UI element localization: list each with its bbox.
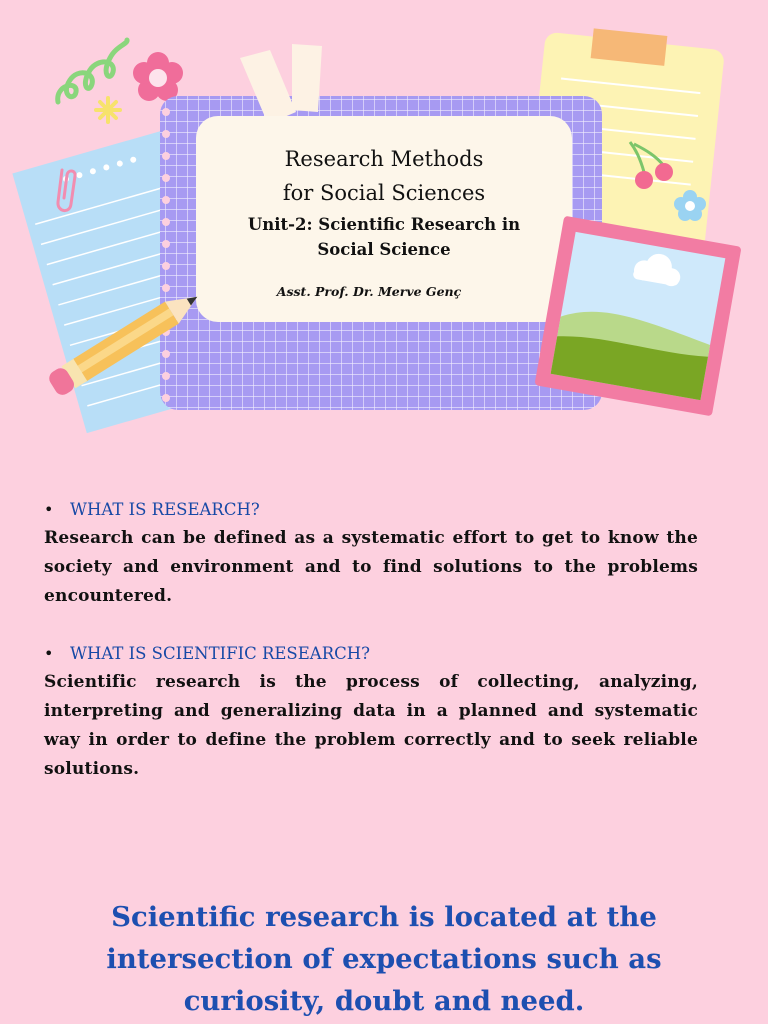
flower-icon — [133, 52, 183, 101]
section-body: Research can be defined as a systematic effort to get to know the society and environment and to find solutions to the problems encountered. — [44, 528, 698, 606]
section-heading: WHAT IS RESEARCH? — [70, 500, 260, 519]
spiral-icon — [58, 40, 127, 102]
bullet-icon: • — [44, 500, 54, 519]
title-line-2: for Social Sciences — [282, 181, 486, 205]
sparkle-icon — [96, 98, 120, 122]
section-what-is-research — [44, 496, 698, 611]
author: Asst. Prof. Dr. Merve Genç — [276, 284, 462, 299]
title-line-1: Research Methods — [284, 147, 484, 171]
title-block — [196, 116, 572, 322]
section-what-is-scientific-research — [44, 640, 698, 784]
unit-line-2: Social Science — [317, 240, 451, 259]
section-body: Scientific research is the process of collecting, analyzing, interpreting and generalizing data in a planned and systematic way in order to define the problem correctly and to seek reliable solutions. — [44, 672, 698, 779]
unit-line-1: Unit-2: Scientific Research in — [247, 215, 521, 234]
closing-quote: Scientific research is located at the intersection of expectations such as curiosity, doubt and need. — [106, 901, 662, 1017]
bullet-icon: • — [44, 644, 54, 663]
section-heading: WHAT IS SCIENTIFIC RESEARCH? — [70, 644, 370, 663]
